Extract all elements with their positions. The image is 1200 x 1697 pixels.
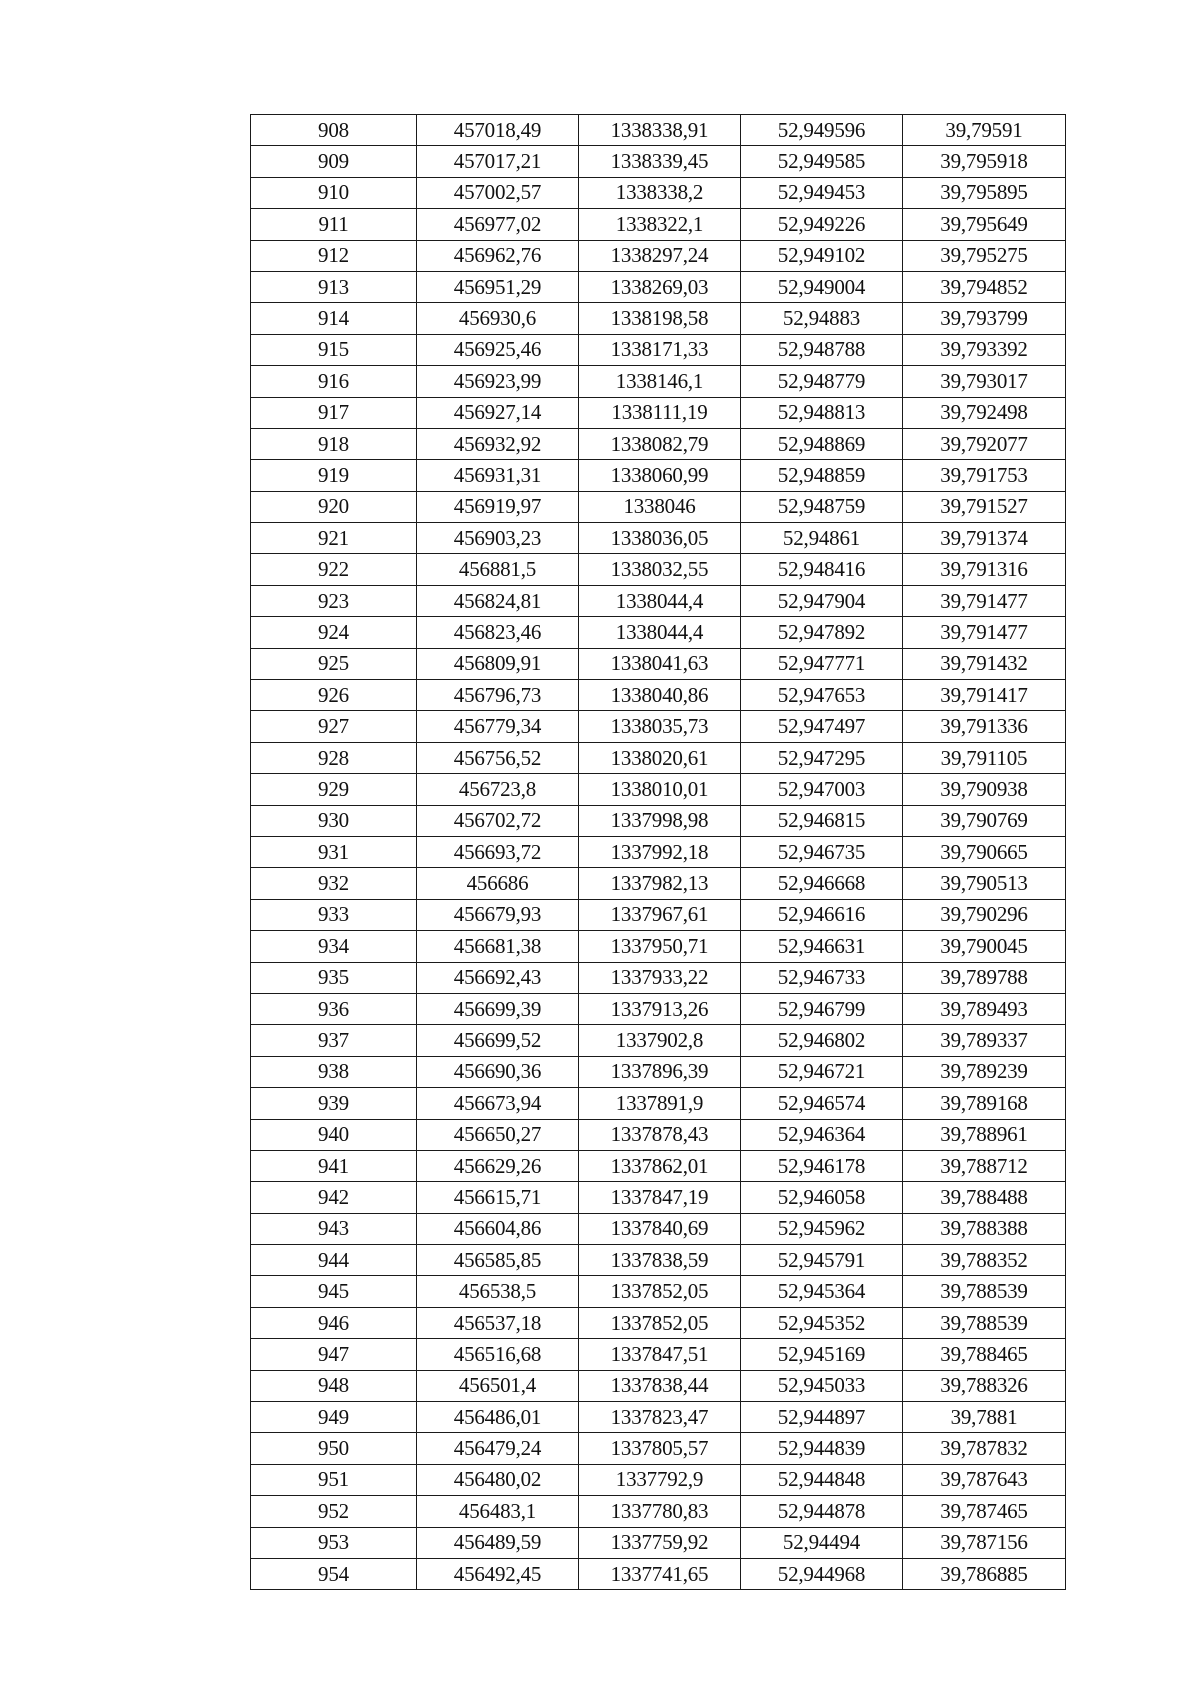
x-coordinate-cell: 456480,02 — [417, 1464, 579, 1495]
point-number-cell: 923 — [251, 585, 417, 616]
x-coordinate-cell: 456501,4 — [417, 1370, 579, 1401]
y-coordinate-cell: 1337998,98 — [579, 805, 741, 836]
y-coordinate-cell: 1338082,79 — [579, 428, 741, 459]
table-row — [251, 680, 1066, 711]
table-row — [251, 742, 1066, 773]
table-row — [251, 1307, 1066, 1338]
latitude-cell: 52,948779 — [741, 366, 903, 397]
x-coordinate-cell: 456824,81 — [417, 585, 579, 616]
y-coordinate-cell: 1337823,47 — [579, 1402, 741, 1433]
point-number-cell: 914 — [251, 303, 417, 334]
latitude-cell: 52,946616 — [741, 899, 903, 930]
x-coordinate-cell: 456809,91 — [417, 648, 579, 679]
longitude-cell: 39,795649 — [903, 209, 1066, 240]
latitude-cell: 52,944848 — [741, 1464, 903, 1495]
latitude-cell: 52,945962 — [741, 1213, 903, 1244]
point-number-cell: 910 — [251, 177, 417, 208]
latitude-cell: 52,948788 — [741, 334, 903, 365]
latitude-cell: 52,947295 — [741, 742, 903, 773]
longitude-cell: 39,790769 — [903, 805, 1066, 836]
longitude-cell: 39,786885 — [903, 1558, 1066, 1589]
point-number-cell: 927 — [251, 711, 417, 742]
latitude-cell: 52,945169 — [741, 1339, 903, 1370]
latitude-cell: 52,946668 — [741, 868, 903, 899]
y-coordinate-cell: 1338046 — [579, 491, 741, 522]
latitude-cell: 52,949596 — [741, 115, 903, 146]
longitude-cell: 39,791374 — [903, 523, 1066, 554]
table-row — [251, 491, 1066, 522]
x-coordinate-cell: 456951,29 — [417, 271, 579, 302]
latitude-cell: 52,946799 — [741, 993, 903, 1024]
x-coordinate-cell: 456483,1 — [417, 1496, 579, 1527]
longitude-cell: 39,788488 — [903, 1182, 1066, 1213]
latitude-cell: 52,946721 — [741, 1056, 903, 1087]
point-number-cell: 922 — [251, 554, 417, 585]
table-row — [251, 711, 1066, 742]
table-row — [251, 1025, 1066, 1056]
latitude-cell: 52,94883 — [741, 303, 903, 334]
point-number-cell: 924 — [251, 617, 417, 648]
longitude-cell: 39,788465 — [903, 1339, 1066, 1370]
y-coordinate-cell: 1337780,83 — [579, 1496, 741, 1527]
x-coordinate-cell: 456796,73 — [417, 680, 579, 711]
longitude-cell: 39,791477 — [903, 617, 1066, 648]
x-coordinate-cell: 456585,85 — [417, 1245, 579, 1276]
longitude-cell: 39,788388 — [903, 1213, 1066, 1244]
point-number-cell: 943 — [251, 1213, 417, 1244]
y-coordinate-cell: 1338060,99 — [579, 460, 741, 491]
longitude-cell: 39,791477 — [903, 585, 1066, 616]
x-coordinate-cell: 456931,31 — [417, 460, 579, 491]
x-coordinate-cell: 456479,24 — [417, 1433, 579, 1464]
latitude-cell: 52,949453 — [741, 177, 903, 208]
longitude-cell: 39,793017 — [903, 366, 1066, 397]
latitude-cell: 52,946733 — [741, 962, 903, 993]
y-coordinate-cell: 1338111,19 — [579, 397, 741, 428]
table-row — [251, 240, 1066, 271]
y-coordinate-cell: 1338339,45 — [579, 146, 741, 177]
x-coordinate-cell: 456604,86 — [417, 1213, 579, 1244]
x-coordinate-cell: 456693,72 — [417, 836, 579, 867]
x-coordinate-cell: 456629,26 — [417, 1150, 579, 1181]
longitude-cell: 39,788539 — [903, 1276, 1066, 1307]
y-coordinate-cell: 1338297,24 — [579, 240, 741, 271]
latitude-cell: 52,949102 — [741, 240, 903, 271]
latitude-cell: 52,947904 — [741, 585, 903, 616]
point-number-cell: 954 — [251, 1558, 417, 1589]
longitude-cell: 39,788961 — [903, 1119, 1066, 1150]
table-row — [251, 1496, 1066, 1527]
latitude-cell: 52,949004 — [741, 271, 903, 302]
longitude-cell: 39,791432 — [903, 648, 1066, 679]
x-coordinate-cell: 456679,93 — [417, 899, 579, 930]
x-coordinate-cell: 456881,5 — [417, 554, 579, 585]
table-row — [251, 146, 1066, 177]
table-row — [251, 617, 1066, 648]
y-coordinate-cell: 1337992,18 — [579, 836, 741, 867]
table-row — [251, 1056, 1066, 1087]
point-number-cell: 940 — [251, 1119, 417, 1150]
x-coordinate-cell: 456723,8 — [417, 774, 579, 805]
latitude-cell: 52,944878 — [741, 1496, 903, 1527]
point-number-cell: 936 — [251, 993, 417, 1024]
longitude-cell: 39,787832 — [903, 1433, 1066, 1464]
y-coordinate-cell: 1337792,9 — [579, 1464, 741, 1495]
y-coordinate-cell: 1337933,22 — [579, 962, 741, 993]
y-coordinate-cell: 1337805,57 — [579, 1433, 741, 1464]
table-row — [251, 1433, 1066, 1464]
longitude-cell: 39,789337 — [903, 1025, 1066, 1056]
table-row — [251, 585, 1066, 616]
point-number-cell: 934 — [251, 931, 417, 962]
table-row — [251, 554, 1066, 585]
point-number-cell: 920 — [251, 491, 417, 522]
latitude-cell: 52,94494 — [741, 1527, 903, 1558]
x-coordinate-cell: 456930,6 — [417, 303, 579, 334]
x-coordinate-cell: 456681,38 — [417, 931, 579, 962]
table-row — [251, 428, 1066, 459]
longitude-cell: 39,790938 — [903, 774, 1066, 805]
longitude-cell: 39,795275 — [903, 240, 1066, 271]
y-coordinate-cell: 1337852,05 — [579, 1276, 741, 1307]
longitude-cell: 39,7881 — [903, 1402, 1066, 1433]
coordinates-table — [250, 114, 1066, 1590]
y-coordinate-cell: 1338040,86 — [579, 680, 741, 711]
x-coordinate-cell: 457002,57 — [417, 177, 579, 208]
point-number-cell: 908 — [251, 115, 417, 146]
x-coordinate-cell: 456692,43 — [417, 962, 579, 993]
table-row — [251, 931, 1066, 962]
x-coordinate-cell: 456516,68 — [417, 1339, 579, 1370]
y-coordinate-cell: 1337847,19 — [579, 1182, 741, 1213]
point-number-cell: 947 — [251, 1339, 417, 1370]
table-row — [251, 962, 1066, 993]
latitude-cell: 52,948813 — [741, 397, 903, 428]
y-coordinate-cell: 1337741,65 — [579, 1558, 741, 1589]
y-coordinate-cell: 1338171,33 — [579, 334, 741, 365]
y-coordinate-cell: 1337862,01 — [579, 1150, 741, 1181]
longitude-cell: 39,793799 — [903, 303, 1066, 334]
point-number-cell: 937 — [251, 1025, 417, 1056]
table-row — [251, 1527, 1066, 1558]
longitude-cell: 39,788712 — [903, 1150, 1066, 1181]
y-coordinate-cell: 1338338,2 — [579, 177, 741, 208]
table-row — [251, 648, 1066, 679]
table-row — [251, 1558, 1066, 1589]
table-row — [251, 1276, 1066, 1307]
latitude-cell: 52,945791 — [741, 1245, 903, 1276]
longitude-cell: 39,790296 — [903, 899, 1066, 930]
table-row — [251, 177, 1066, 208]
point-number-cell: 917 — [251, 397, 417, 428]
point-number-cell: 926 — [251, 680, 417, 711]
latitude-cell: 52,946364 — [741, 1119, 903, 1150]
longitude-cell: 39,789788 — [903, 962, 1066, 993]
y-coordinate-cell: 1338269,03 — [579, 271, 741, 302]
y-coordinate-cell: 1337967,61 — [579, 899, 741, 930]
point-number-cell: 930 — [251, 805, 417, 836]
x-coordinate-cell: 456673,94 — [417, 1088, 579, 1119]
x-coordinate-cell: 456823,46 — [417, 617, 579, 648]
longitude-cell: 39,789168 — [903, 1088, 1066, 1119]
table-row — [251, 460, 1066, 491]
point-number-cell: 941 — [251, 1150, 417, 1181]
latitude-cell: 52,944897 — [741, 1402, 903, 1433]
longitude-cell: 39,788352 — [903, 1245, 1066, 1276]
x-coordinate-cell: 457018,49 — [417, 115, 579, 146]
x-coordinate-cell: 456699,39 — [417, 993, 579, 1024]
x-coordinate-cell: 456927,14 — [417, 397, 579, 428]
point-number-cell: 949 — [251, 1402, 417, 1433]
table-row — [251, 366, 1066, 397]
y-coordinate-cell: 1338020,61 — [579, 742, 741, 773]
table-row — [251, 115, 1066, 146]
point-number-cell: 916 — [251, 366, 417, 397]
longitude-cell: 39,787465 — [903, 1496, 1066, 1527]
point-number-cell: 951 — [251, 1464, 417, 1495]
point-number-cell: 929 — [251, 774, 417, 805]
point-number-cell: 952 — [251, 1496, 417, 1527]
table-row — [251, 1339, 1066, 1370]
point-number-cell: 945 — [251, 1276, 417, 1307]
point-number-cell: 912 — [251, 240, 417, 271]
x-coordinate-cell: 456537,18 — [417, 1307, 579, 1338]
y-coordinate-cell: 1337950,71 — [579, 931, 741, 962]
table-row — [251, 836, 1066, 867]
latitude-cell: 52,946058 — [741, 1182, 903, 1213]
table-row — [251, 1088, 1066, 1119]
longitude-cell: 39,788326 — [903, 1370, 1066, 1401]
point-number-cell: 939 — [251, 1088, 417, 1119]
point-number-cell: 953 — [251, 1527, 417, 1558]
x-coordinate-cell: 456779,34 — [417, 711, 579, 742]
table-row — [251, 993, 1066, 1024]
point-number-cell: 948 — [251, 1370, 417, 1401]
point-number-cell: 932 — [251, 868, 417, 899]
point-number-cell: 918 — [251, 428, 417, 459]
table-row — [251, 805, 1066, 836]
longitude-cell: 39,793392 — [903, 334, 1066, 365]
longitude-cell: 39,792077 — [903, 428, 1066, 459]
latitude-cell: 52,946178 — [741, 1150, 903, 1181]
latitude-cell: 52,945352 — [741, 1307, 903, 1338]
point-number-cell: 909 — [251, 146, 417, 177]
x-coordinate-cell: 456538,5 — [417, 1276, 579, 1307]
longitude-cell: 39,787156 — [903, 1527, 1066, 1558]
table-row — [251, 523, 1066, 554]
latitude-cell: 52,946631 — [741, 931, 903, 962]
point-number-cell: 950 — [251, 1433, 417, 1464]
latitude-cell: 52,946574 — [741, 1088, 903, 1119]
y-coordinate-cell: 1338035,73 — [579, 711, 741, 742]
y-coordinate-cell: 1338044,4 — [579, 617, 741, 648]
y-coordinate-cell: 1337982,13 — [579, 868, 741, 899]
y-coordinate-cell: 1337902,8 — [579, 1025, 741, 1056]
y-coordinate-cell: 1337913,26 — [579, 993, 741, 1024]
latitude-cell: 52,949226 — [741, 209, 903, 240]
x-coordinate-cell: 456925,46 — [417, 334, 579, 365]
table-row — [251, 1213, 1066, 1244]
x-coordinate-cell: 456489,59 — [417, 1527, 579, 1558]
latitude-cell: 52,948859 — [741, 460, 903, 491]
coordinates-table-body — [251, 115, 1066, 1590]
latitude-cell: 52,945033 — [741, 1370, 903, 1401]
longitude-cell: 39,79591 — [903, 115, 1066, 146]
longitude-cell: 39,788539 — [903, 1307, 1066, 1338]
x-coordinate-cell: 456699,52 — [417, 1025, 579, 1056]
y-coordinate-cell: 1338338,91 — [579, 115, 741, 146]
point-number-cell: 935 — [251, 962, 417, 993]
y-coordinate-cell: 1337891,9 — [579, 1088, 741, 1119]
latitude-cell: 52,947771 — [741, 648, 903, 679]
table-row — [251, 271, 1066, 302]
longitude-cell: 39,795895 — [903, 177, 1066, 208]
longitude-cell: 39,789493 — [903, 993, 1066, 1024]
x-coordinate-cell: 456756,52 — [417, 742, 579, 773]
latitude-cell: 52,94861 — [741, 523, 903, 554]
y-coordinate-cell: 1337759,92 — [579, 1527, 741, 1558]
table-row — [251, 303, 1066, 334]
table-row — [251, 1245, 1066, 1276]
y-coordinate-cell: 1338010,01 — [579, 774, 741, 805]
y-coordinate-cell: 1338044,4 — [579, 585, 741, 616]
table-row — [251, 1182, 1066, 1213]
table-row — [251, 868, 1066, 899]
point-number-cell: 942 — [251, 1182, 417, 1213]
point-number-cell: 928 — [251, 742, 417, 773]
table-row — [251, 1150, 1066, 1181]
longitude-cell: 39,791336 — [903, 711, 1066, 742]
y-coordinate-cell: 1337847,51 — [579, 1339, 741, 1370]
longitude-cell: 39,794852 — [903, 271, 1066, 302]
longitude-cell: 39,790665 — [903, 836, 1066, 867]
latitude-cell: 52,946735 — [741, 836, 903, 867]
longitude-cell: 39,787643 — [903, 1464, 1066, 1495]
table-row — [251, 899, 1066, 930]
table-row — [251, 209, 1066, 240]
table-row — [251, 1402, 1066, 1433]
x-coordinate-cell: 456923,99 — [417, 366, 579, 397]
x-coordinate-cell: 456690,36 — [417, 1056, 579, 1087]
longitude-cell: 39,790045 — [903, 931, 1066, 962]
latitude-cell: 52,948869 — [741, 428, 903, 459]
latitude-cell: 52,946815 — [741, 805, 903, 836]
longitude-cell: 39,791417 — [903, 680, 1066, 711]
y-coordinate-cell: 1337878,43 — [579, 1119, 741, 1150]
x-coordinate-cell: 456486,01 — [417, 1402, 579, 1433]
y-coordinate-cell: 1338036,05 — [579, 523, 741, 554]
x-coordinate-cell: 456492,45 — [417, 1558, 579, 1589]
point-number-cell: 938 — [251, 1056, 417, 1087]
x-coordinate-cell: 456962,76 — [417, 240, 579, 271]
x-coordinate-cell: 456702,72 — [417, 805, 579, 836]
latitude-cell: 52,944839 — [741, 1433, 903, 1464]
y-coordinate-cell: 1338032,55 — [579, 554, 741, 585]
point-number-cell: 919 — [251, 460, 417, 491]
latitude-cell: 52,946802 — [741, 1025, 903, 1056]
point-number-cell: 911 — [251, 209, 417, 240]
x-coordinate-cell: 457017,21 — [417, 146, 579, 177]
latitude-cell: 52,945364 — [741, 1276, 903, 1307]
x-coordinate-cell: 456919,97 — [417, 491, 579, 522]
x-coordinate-cell: 456650,27 — [417, 1119, 579, 1150]
table-row — [251, 1370, 1066, 1401]
y-coordinate-cell: 1337838,59 — [579, 1245, 741, 1276]
y-coordinate-cell: 1338041,63 — [579, 648, 741, 679]
x-coordinate-cell: 456932,92 — [417, 428, 579, 459]
x-coordinate-cell: 456686 — [417, 868, 579, 899]
longitude-cell: 39,791753 — [903, 460, 1066, 491]
longitude-cell: 39,791316 — [903, 554, 1066, 585]
y-coordinate-cell: 1337896,39 — [579, 1056, 741, 1087]
longitude-cell: 39,795918 — [903, 146, 1066, 177]
longitude-cell: 39,789239 — [903, 1056, 1066, 1087]
y-coordinate-cell: 1338322,1 — [579, 209, 741, 240]
y-coordinate-cell: 1337838,44 — [579, 1370, 741, 1401]
y-coordinate-cell: 1337840,69 — [579, 1213, 741, 1244]
longitude-cell: 39,791527 — [903, 491, 1066, 522]
point-number-cell: 933 — [251, 899, 417, 930]
longitude-cell: 39,791105 — [903, 742, 1066, 773]
point-number-cell: 913 — [251, 271, 417, 302]
table-row — [251, 334, 1066, 365]
longitude-cell: 39,792498 — [903, 397, 1066, 428]
y-coordinate-cell: 1338146,1 — [579, 366, 741, 397]
latitude-cell: 52,947497 — [741, 711, 903, 742]
point-number-cell: 921 — [251, 523, 417, 554]
point-number-cell: 931 — [251, 836, 417, 867]
x-coordinate-cell: 456615,71 — [417, 1182, 579, 1213]
longitude-cell: 39,790513 — [903, 868, 1066, 899]
point-number-cell: 915 — [251, 334, 417, 365]
latitude-cell: 52,947653 — [741, 680, 903, 711]
x-coordinate-cell: 456903,23 — [417, 523, 579, 554]
latitude-cell: 52,947892 — [741, 617, 903, 648]
x-coordinate-cell: 456977,02 — [417, 209, 579, 240]
latitude-cell: 52,944968 — [741, 1558, 903, 1589]
table-row — [251, 1464, 1066, 1495]
table-row — [251, 397, 1066, 428]
y-coordinate-cell: 1337852,05 — [579, 1307, 741, 1338]
latitude-cell: 52,948416 — [741, 554, 903, 585]
y-coordinate-cell: 1338198,58 — [579, 303, 741, 334]
point-number-cell: 925 — [251, 648, 417, 679]
table-row — [251, 774, 1066, 805]
latitude-cell: 52,949585 — [741, 146, 903, 177]
latitude-cell: 52,947003 — [741, 774, 903, 805]
point-number-cell: 944 — [251, 1245, 417, 1276]
latitude-cell: 52,948759 — [741, 491, 903, 522]
table-row — [251, 1119, 1066, 1150]
point-number-cell: 946 — [251, 1307, 417, 1338]
